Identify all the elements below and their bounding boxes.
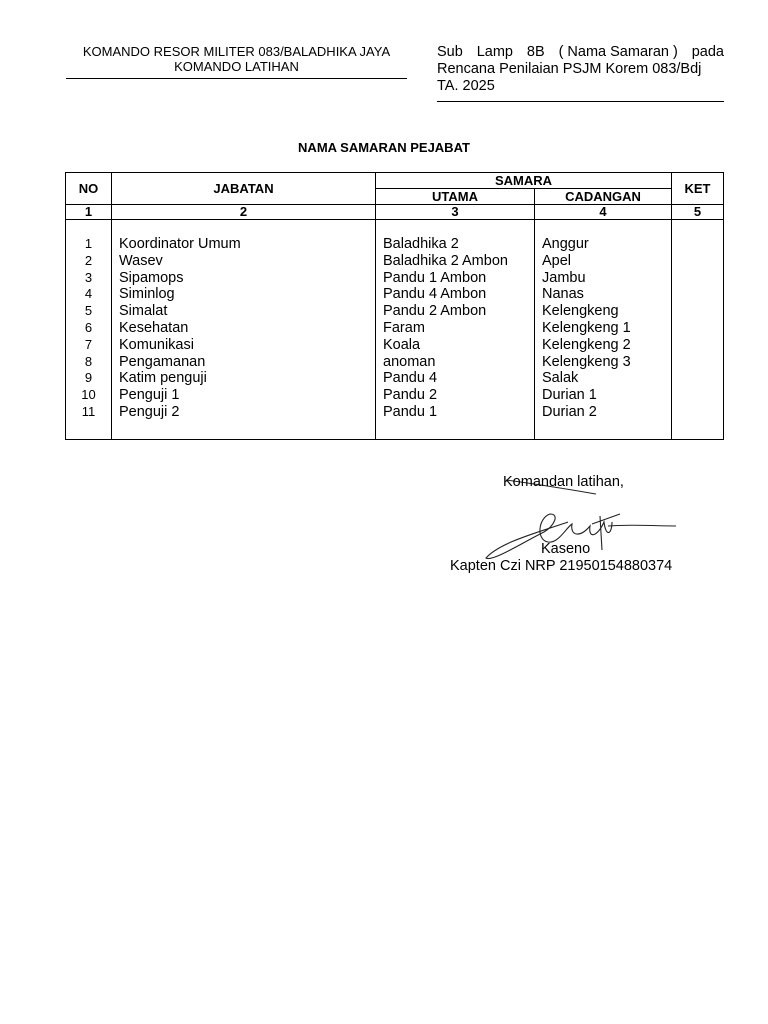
- document-title: NAMA SAMARAN PEJABAT: [298, 140, 470, 155]
- backup-codename: Durian 1: [542, 387, 597, 404]
- primary-codename: Pandu 2: [383, 387, 438, 404]
- reference-line-2: Rencana Penilaian PSJM Korem 083/Bdj: [437, 61, 702, 77]
- column-number-row: [66, 205, 724, 220]
- reference-line-3: TA. 2025: [437, 78, 495, 94]
- position-name: Penguji 1: [119, 387, 180, 404]
- codename-table: [65, 172, 724, 440]
- signature-block: [0, 474, 768, 584]
- document-reference: [437, 44, 724, 95]
- column-number: 5: [672, 205, 724, 220]
- header-jabatan: JABATAN: [112, 173, 376, 205]
- row-number: 6: [84, 319, 93, 335]
- row-number: 1: [84, 236, 93, 251]
- utama-column: [376, 220, 535, 440]
- backup-codename: Kelengkeng 2: [542, 336, 631, 353]
- row-number: 11: [81, 403, 96, 419]
- primary-codename: Pandu 4: [383, 370, 438, 387]
- primary-codename: Pandu 4 Ambon: [383, 286, 487, 303]
- primary-codename: Koala: [383, 336, 421, 353]
- row-number: 9: [84, 370, 93, 386]
- org-name: KOMANDO RESOR MILITER 083/BALADHIKA JAYA: [82, 44, 391, 59]
- header-utama: UTAMA: [376, 189, 535, 205]
- backup-codename: Kelengkeng 3: [542, 353, 631, 370]
- header-ket: KET: [672, 173, 724, 205]
- table-body-row: [66, 220, 724, 440]
- header-right-underline: [437, 101, 724, 102]
- signatory-name: Kaseno: [541, 541, 591, 557]
- primary-codename: Pandu 1: [383, 403, 438, 420]
- backup-codename: Nanas: [542, 286, 584, 303]
- position-name: Simalat: [119, 303, 168, 320]
- backup-codename: Anggur: [542, 236, 589, 252]
- column-number: 3: [376, 205, 535, 220]
- header-left-underline: [66, 78, 407, 79]
- position-name: Penguji 2: [119, 403, 180, 420]
- primary-codename: Faram: [383, 319, 425, 336]
- column-number: 2: [112, 205, 376, 220]
- signature-role: Komandan latihan,: [503, 474, 624, 490]
- row-number: 3: [84, 269, 93, 285]
- position-name: Koordinator Umum: [119, 236, 241, 252]
- row-number: 10: [81, 387, 96, 403]
- cadangan-column: [535, 220, 672, 440]
- column-number: 4: [535, 205, 672, 220]
- primary-codename: Baladhika 2 Ambon: [383, 252, 508, 269]
- primary-codename: Pandu 1 Ambon: [383, 269, 487, 286]
- row-number: 7: [84, 336, 93, 352]
- header-no: NO: [66, 173, 112, 205]
- primary-codename: Pandu 2 Ambon: [383, 303, 487, 320]
- primary-codename: Baladhika 2: [383, 236, 459, 252]
- position-name: Siminlog: [119, 286, 175, 303]
- position-name: Kesehatan: [119, 319, 189, 336]
- backup-codename: Durian 2: [542, 403, 597, 420]
- no-column: [66, 220, 112, 440]
- primary-codename: anoman: [383, 353, 436, 370]
- position-name: Komunikasi: [119, 336, 194, 353]
- position-name: Wasev: [119, 252, 163, 269]
- row-number: 4: [84, 286, 93, 302]
- header-cadangan: CADANGAN: [535, 189, 672, 205]
- position-name: Sipamops: [119, 269, 184, 286]
- row-number: 8: [84, 353, 93, 369]
- position-name: Katim penguji: [119, 370, 207, 387]
- column-number: 1: [66, 205, 112, 220]
- backup-codename: Kelengkeng 1: [542, 319, 631, 336]
- org-unit: KOMANDO LATIHAN: [174, 59, 299, 74]
- position-name: Pengamanan: [119, 353, 206, 370]
- row-number: 5: [84, 303, 93, 319]
- header-samara: SAMARA: [376, 173, 672, 189]
- backup-codename: Kelengkeng: [542, 303, 619, 320]
- document-header-left: [66, 44, 407, 74]
- backup-codename: Salak: [542, 370, 579, 387]
- ket-column: [672, 220, 724, 440]
- jabatan-column: [112, 220, 376, 440]
- signatory-rank-nrp: Kapten Czi NRP 21950154880374: [450, 558, 673, 574]
- backup-codename: Jambu: [542, 269, 586, 286]
- backup-codename: Apel: [542, 252, 572, 269]
- row-number: 2: [84, 252, 93, 268]
- reference-line-1: Sub Lamp 8B ( Nama Samaran ) pada: [437, 44, 724, 60]
